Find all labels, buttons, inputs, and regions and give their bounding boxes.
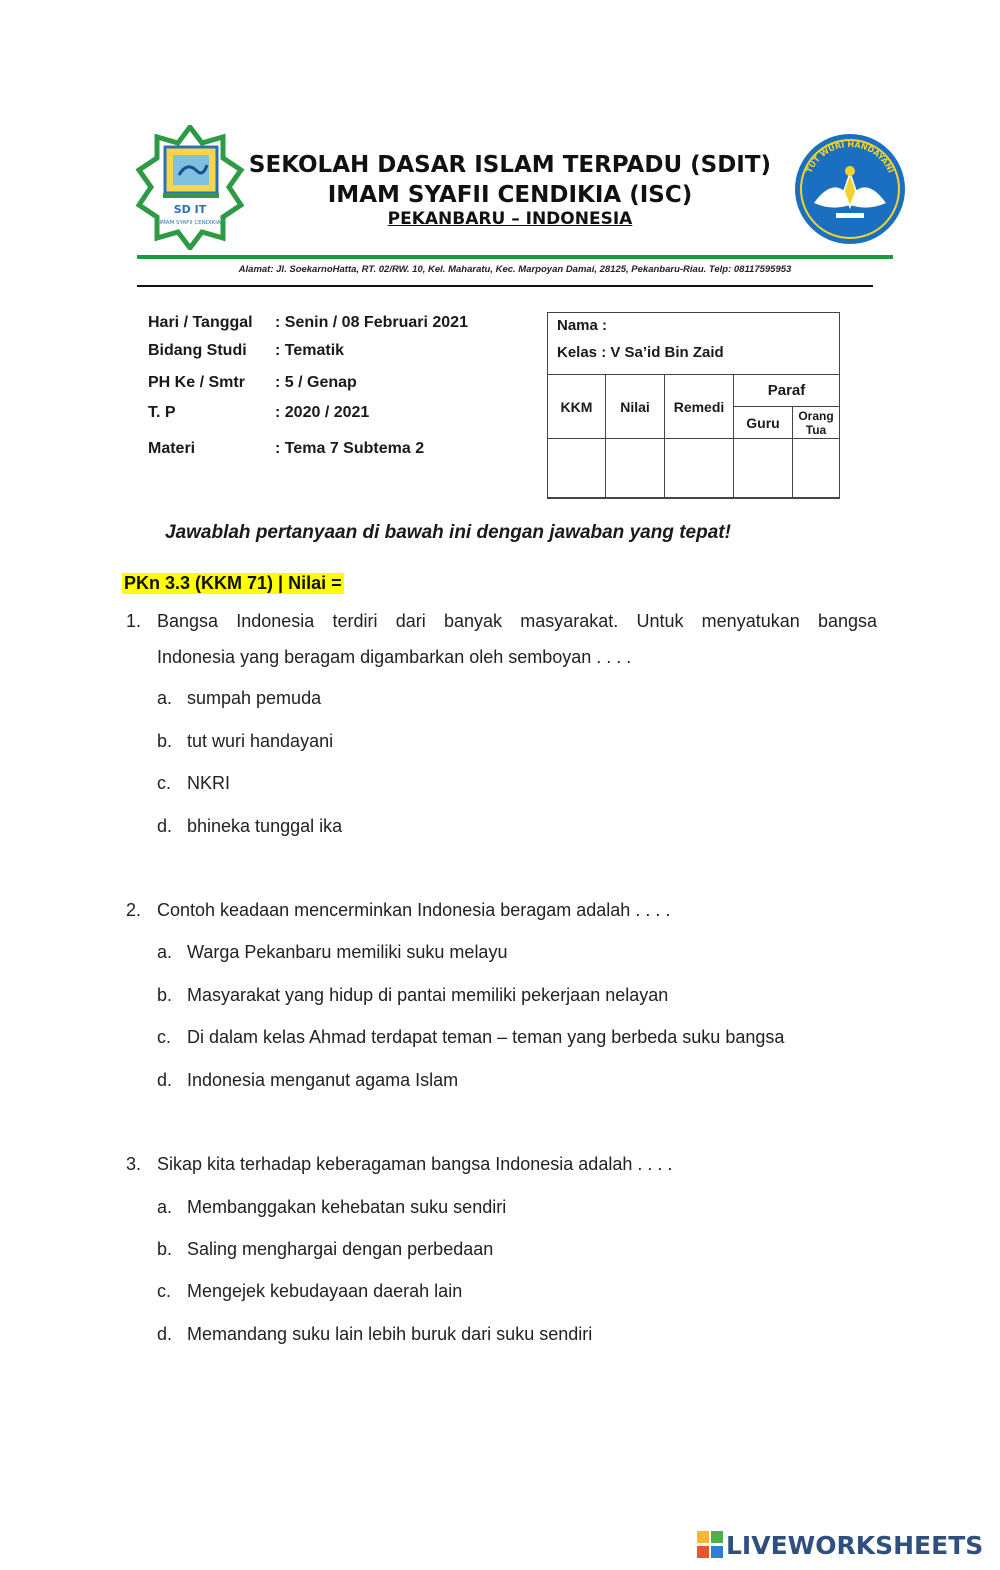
header-black-rule: [137, 285, 873, 287]
question-1-option-c-letter: c.: [157, 773, 172, 793]
nilai-cell[interactable]: [606, 439, 665, 499]
question-2-option-b[interactable]: Masyarakat yang hidup di pantai memiliki pekerjaan nelayan: [187, 985, 669, 1005]
question-1-text-line-1: Bangsa Indonesia terdiri dari banyak masyarakat. Untuk menyatukan bangsa: [157, 611, 877, 631]
question-2-option-b-letter: b.: [157, 985, 173, 1005]
orang-tua-header: Orang Tua: [793, 407, 840, 439]
question-1-option-d-letter: d.: [157, 816, 173, 836]
question-1-option-b[interactable]: tut wuri handayani: [187, 731, 334, 751]
question-2-option-d[interactable]: Indonesia menganut agama Islam: [187, 1070, 459, 1090]
guru-header: Guru: [734, 407, 793, 439]
question-2-option-d-letter: d.: [157, 1070, 173, 1090]
header-green-rule: [137, 255, 893, 259]
question-2-text: Contoh keadaan mencerminkan Indonesia beragam adalah . . . .: [157, 900, 671, 920]
liveworksheets-watermark: [697, 1527, 983, 1563]
question-3-option-a-letter: a.: [157, 1197, 173, 1217]
info-value-ph-semester: : 5 / Genap: [275, 374, 357, 391]
student-class: Kelas : V Sa’id Bin Zaid: [557, 344, 724, 361]
question-1-option-b-letter: b.: [157, 731, 173, 751]
liveworksheets-logo-icon: [697, 1531, 723, 1559]
section-title-pkn: PKn 3.3 (KKM 71) | Nilai =: [124, 573, 342, 593]
kkm-cell[interactable]: [548, 439, 606, 499]
info-label-date: Hari / Tanggal: [148, 314, 253, 331]
question-3-option-b[interactable]: Saling menghargai dengan perbedaan: [187, 1239, 494, 1259]
question-3-option-c-letter: c.: [157, 1281, 172, 1301]
question-1-option-c[interactable]: NKRI: [187, 773, 231, 793]
info-label-ph-semester: PH Ke / Smtr: [148, 374, 245, 391]
info-value-school-year: : 2020 / 2021: [275, 404, 370, 421]
info-label-subject: Bidang Studi: [148, 342, 247, 359]
instruction-text: Jawablah pertanyaan di bawah ini dengan jawaban yang tepat!: [165, 522, 731, 543]
school-location: PEKANBARU – INDONESIA: [387, 209, 633, 229]
school-name-line-1: SEKOLAH DASAR ISLAM TERPADU (SDIT): [248, 152, 772, 178]
score-table: [547, 374, 840, 499]
kkm-header: KKM: [548, 375, 606, 439]
liveworksheets-wordmark: LIVEWORKSHEETS: [726, 1530, 984, 1560]
student-score-box: [547, 312, 840, 498]
question-1-number: 1.: [126, 611, 142, 631]
info-label-school-year: T. P: [148, 404, 176, 421]
question-2-option-c-letter: c.: [157, 1027, 172, 1047]
school-logo: [135, 125, 245, 250]
school-logo-text-1: SD IT: [173, 203, 207, 216]
question-1-option-d[interactable]: bhineka tunggal ika: [187, 816, 343, 836]
guru-signature-cell[interactable]: [734, 439, 793, 499]
question-3-option-b-letter: b.: [157, 1239, 173, 1259]
question-3-option-a[interactable]: Membanggakan kehebatan suku sendiri: [187, 1197, 507, 1217]
remedi-cell[interactable]: [665, 439, 734, 499]
info-label-material: Materi: [148, 440, 196, 457]
tut-wuri-handayani-logo: [790, 133, 910, 245]
question-3-option-c[interactable]: Mengejek kebudayaan daerah lain: [187, 1281, 463, 1301]
question-3-option-d[interactable]: Memandang suku lain lebih buruk dari suku sendiri: [187, 1324, 593, 1344]
question-2-option-c[interactable]: Di dalam kelas Ahmad terdapat teman – teman yang berbeda suku bangsa: [187, 1027, 785, 1047]
student-name-field[interactable]: Nama :: [557, 317, 608, 334]
question-3-text: Sikap kita terhadap keberagaman bangsa Indonesia adalah . . . .: [157, 1154, 673, 1174]
question-2-option-a-letter: a.: [157, 942, 173, 962]
school-name-line-2: IMAM SYAFII CENDIKIA (ISC): [327, 182, 693, 208]
parent-signature-cell[interactable]: [793, 439, 840, 499]
school-address: Alamat: Jl. SoekarnoHatta, RT. 02/RW. 10, Kel. Maharatu, Kec. Marpoyan Damai, 28125, Pekanbaru-Riau. Telp: 08117595953: [238, 264, 792, 275]
question-2-option-a[interactable]: Warga Pekanbaru memiliki suku melayu: [187, 942, 508, 962]
info-value-material: : Tema 7 Subtema 2: [275, 440, 425, 457]
question-1-text-line-2: Indonesia yang beragam digambarkan oleh semboyan . . . .: [157, 647, 632, 667]
question-1-option-a[interactable]: sumpah pemuda: [187, 688, 322, 708]
info-value-date: : Senin / 08 Februari 2021: [275, 314, 468, 331]
question-1-option-a-letter: a.: [157, 688, 173, 708]
remedi-header: Remedi: [665, 375, 734, 439]
school-logo-text-2: IMAM SYAFII CENDIKIA: [159, 220, 221, 226]
info-value-subject: : Tematik: [275, 342, 345, 359]
nilai-header: Nilai: [606, 375, 665, 439]
logo-arc-text: TUT WURI HANDAYANI: [804, 139, 896, 175]
question-3-number: 3.: [126, 1154, 142, 1174]
question-2-number: 2.: [126, 900, 142, 920]
question-3-option-d-letter: d.: [157, 1324, 173, 1344]
paraf-header: Paraf: [734, 375, 840, 407]
